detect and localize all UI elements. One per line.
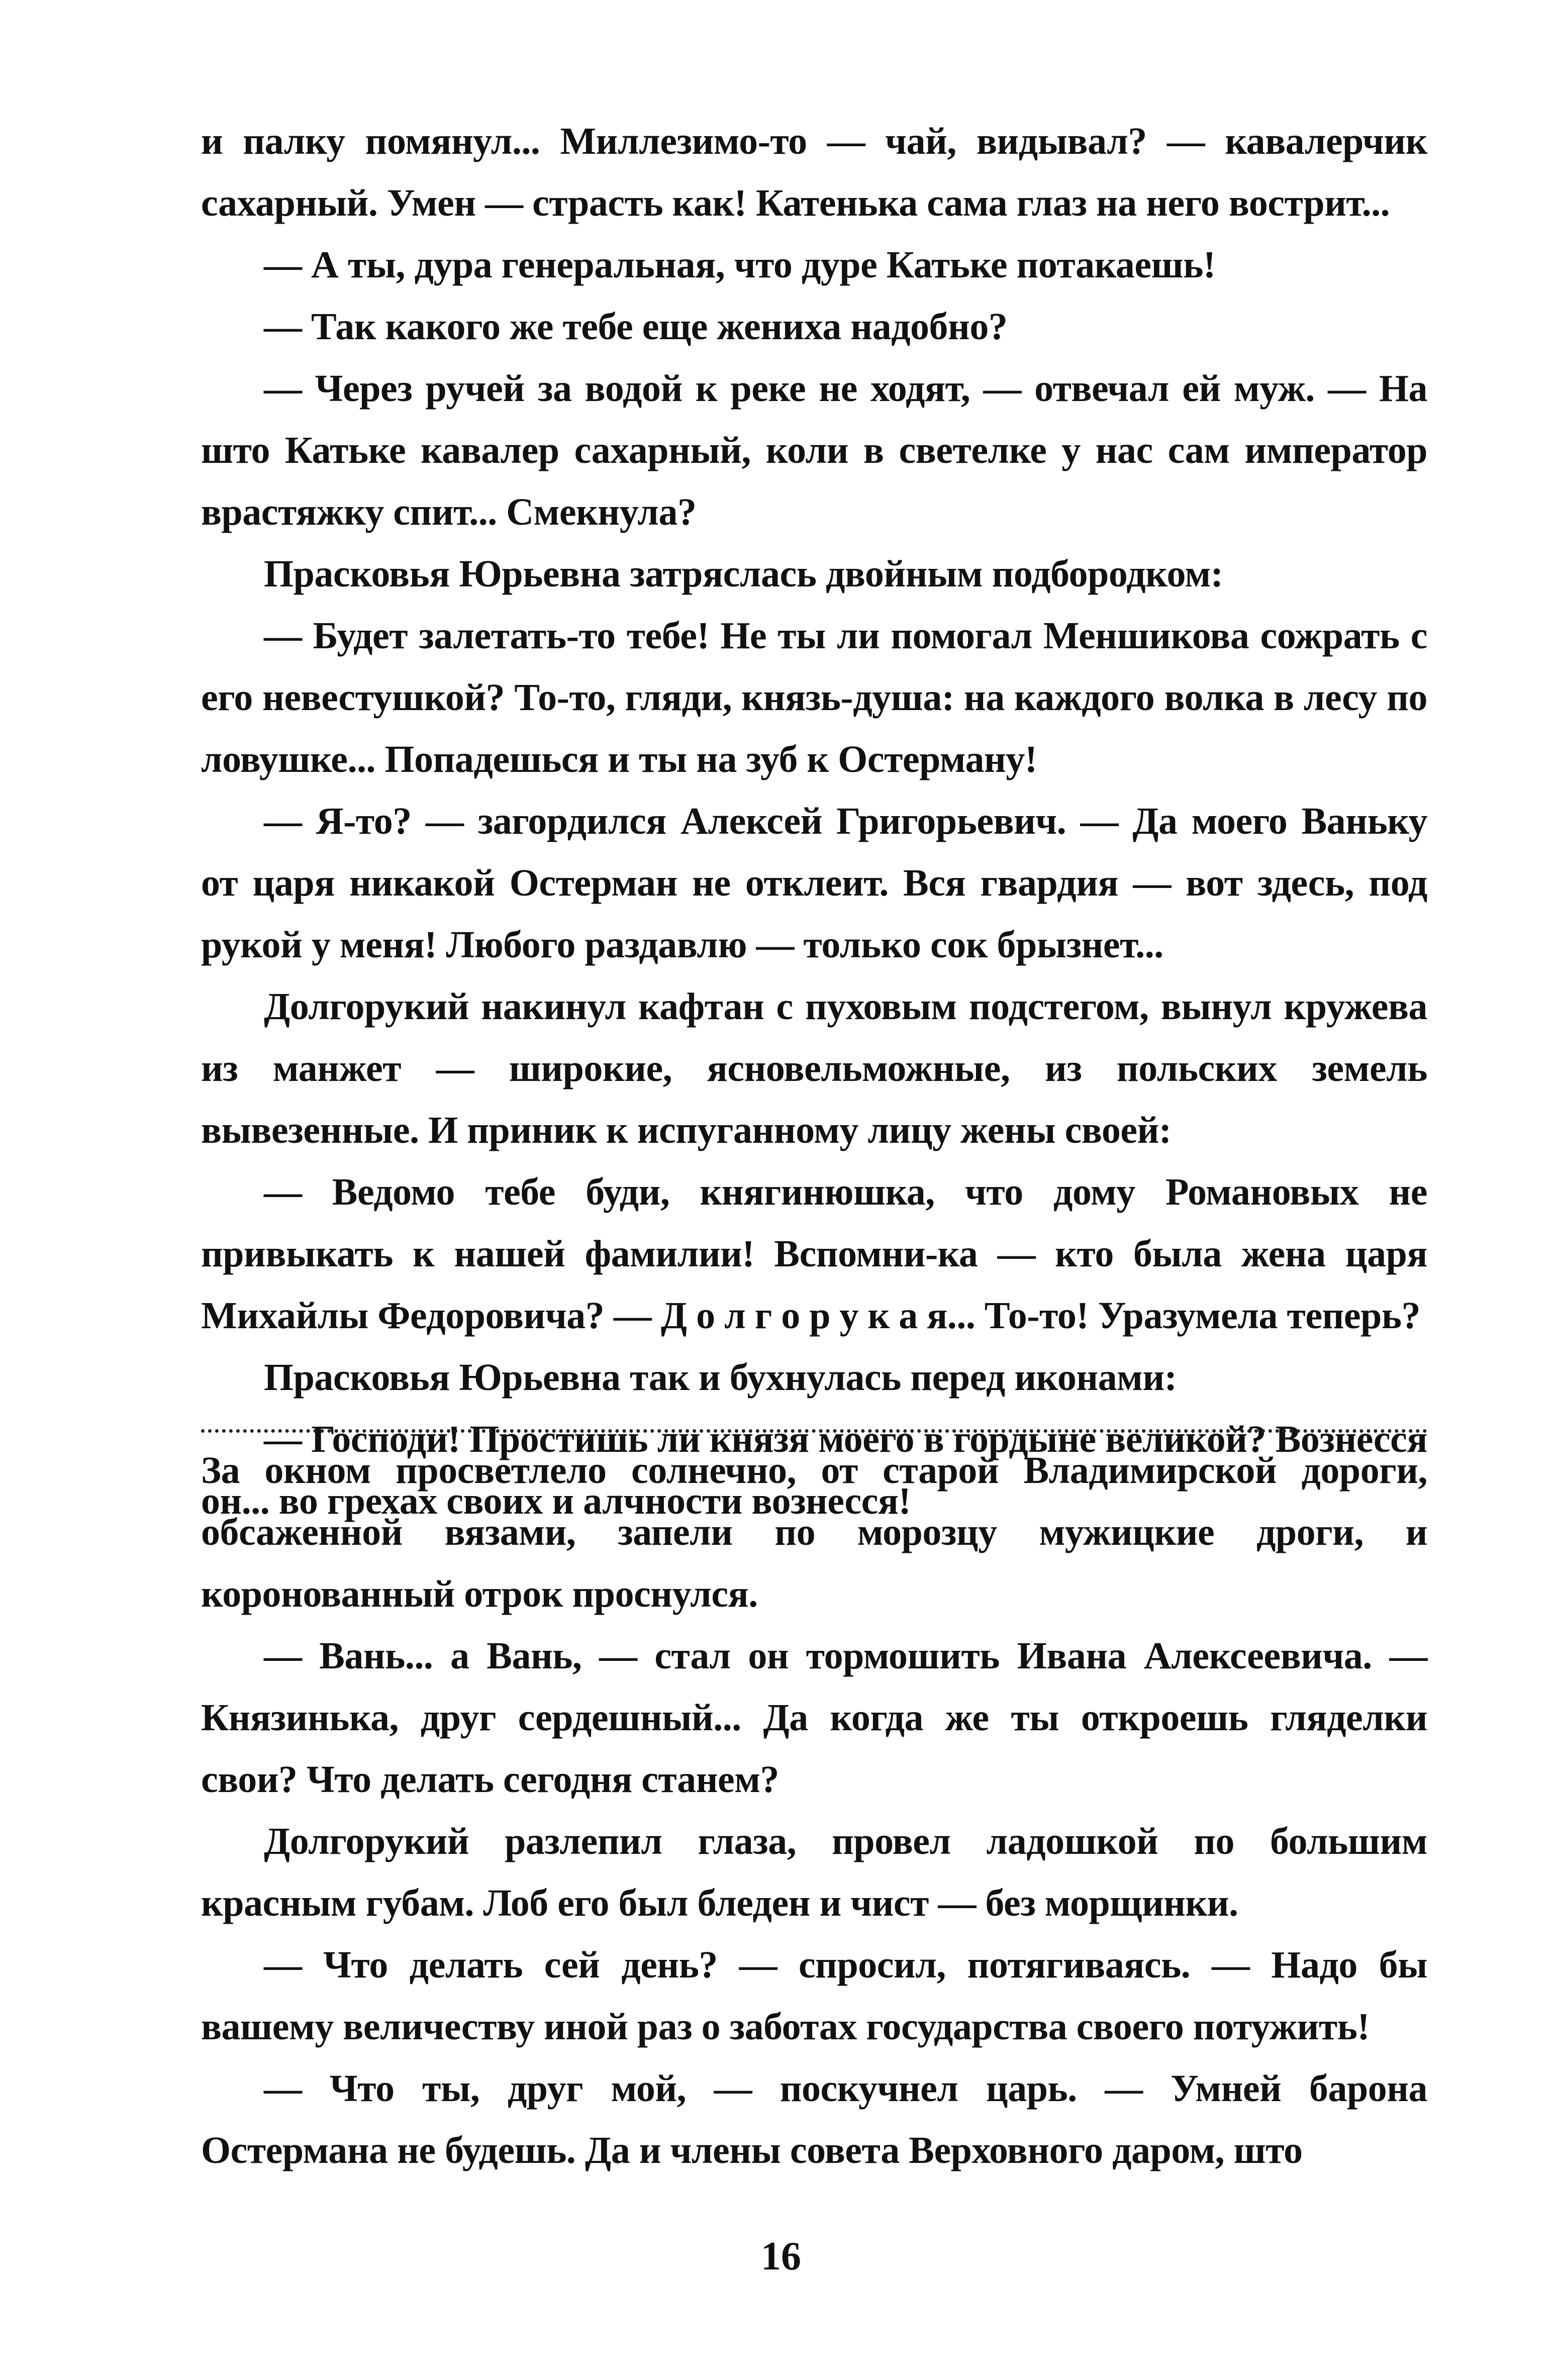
- paragraph: — Я-то? — загордился Алексей Григорьевич. — Да моего Ваньку от царя никакой Остерман не отклеит. Вся гвардия — вот здесь, под рукой у меня! Любого раздавлю — только сок брызнет...: [201, 800, 1427, 966]
- paragraph: Прасковья Юрьевна так и бухнулась перед иконами:: [264, 1356, 1177, 1399]
- paragraph: Долгорукий разлепил глаза, провел ладошкой по большим красным губам. Лоб его был бледен и чист — без морщинки.: [201, 1820, 1427, 1924]
- paragraph: — Господи! Простишь ли князя моего в гордыне великой? Вознесся он... во грехах своих и алчности вознесся!: [201, 1418, 1427, 1522]
- paragraph: — Вань... а Вань, — стал он тормошить Ивана Алексеевича. — Князинька, друг сердешный... Да когда же ты откроешь гляделки свои? Что делать сегодня станем?: [201, 1635, 1427, 1801]
- paragraph: Прасковья Юрьевна затряслась двойным подбородком:: [264, 553, 1223, 595]
- paragraph: и палку помянул... Миллезимо-то — чай, видывал? — кавалерчик сахарный. Умен — страсть как! Катенька сама глаз на него вострит...: [201, 120, 1427, 224]
- paragraph: Долгорукий накинул кафтан с пуховым подстегом, вынул кружева из манжет — широкие, ясновельможные, из польских земель вывезенные. И приник к испуганному лицу жены своей:: [201, 985, 1427, 1151]
- paragraph: — Ведомо тебе буди, княгинюшка, что дому Романовых не привыкать к нашей фамилии! Вспомни-ка — кто была жена царя Михайлы Федоровича? — Д о л г о р у к а я... То-то! Уразумела теперь?: [201, 1171, 1427, 1337]
- paragraph: — Так какого же тебе еще жениха надобно?: [264, 306, 1008, 348]
- paragraph: — Через ручей за водой к реке не ходят, — отвечал ей муж. — На што Катьке кавалер сахарный, коли в светелке у нас сам император врастяжку спит... Смекнула?: [201, 367, 1427, 533]
- section-separator: [201, 1429, 1427, 1433]
- paragraph: — Что делать сей день? — спросил, потягиваясь. — Надо бы вашему величеству иной раз о заботах государства своего потужить!: [201, 1944, 1427, 2048]
- paragraph: — А ты, дура генеральная, что дуре Катьке потакаешь!: [264, 244, 1216, 286]
- paragraph: За окном просветлело солнечно, от старой Владимирской дороги, обсаженной вязами, запели по морозцу мужицкие дроги, и коронованный отрок проснулся.: [201, 1449, 1427, 1615]
- text-block-bottom: [201, 1440, 1427, 2181]
- text-block-top: [201, 111, 1427, 1532]
- paragraph: — Что ты, друг мой, — поскучнел царь. — Умней барона Остермана не будешь. Да и члены совета Верховного даром, што: [201, 2067, 1427, 2171]
- page-number: 16: [761, 2234, 801, 2278]
- paragraph: — Будет залетать-то тебе! Не ты ли помогал Меншикова сожрать с его невестушкой? То-то, гляди, князь-душа: на каждого волка в лесу по ловушке... Попадешься и ты на зуб к Остерману!: [201, 615, 1427, 780]
